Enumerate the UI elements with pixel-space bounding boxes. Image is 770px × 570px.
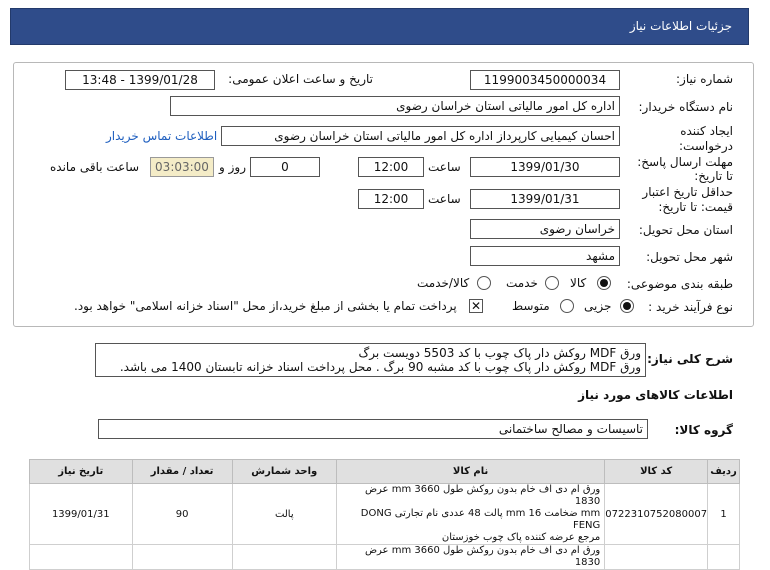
validity-label-1: حداقل تاریخ اعتبار — [642, 185, 733, 199]
category-label: طبقه بندی موضوعی: — [626, 277, 733, 291]
creator-field: احسان کیمیایی کارپرداز اداره کل امور مالیاتی استان خراسان رضوی — [221, 126, 620, 146]
item-name-line-3: مرجع عرضه کننده پاک چوب خوزستان — [441, 532, 601, 543]
process-medium-radio[interactable] — [560, 299, 574, 313]
buyer-field: اداره کل امور مالیاتی استان خراسان رضوی — [170, 96, 620, 116]
window-title: جزئیات اطلاعات نیاز — [629, 19, 732, 33]
col-name-header: نام کالا — [336, 460, 604, 484]
announce-field: 1399/01/28 - 13:48 — [65, 70, 215, 90]
province-label: استان محل تحویل: — [638, 223, 733, 237]
contact-buyer-link[interactable]: اطلاعات تماس خریدار — [106, 129, 218, 143]
category-service-label: خدمت — [506, 276, 538, 290]
creator-label-2: درخواست: — [679, 139, 733, 153]
process-label: نوع فرآیند خرید : — [648, 300, 733, 314]
description-line-2: ورق MDF روکش دار پاک چوب با کد مشبه 90 برگ . محل پرداخت اسناد خزانه تابستان 1400 می باشد. — [119, 360, 641, 374]
validity-time-field: 12:00 — [358, 189, 424, 209]
category-both-radio[interactable] — [477, 276, 491, 290]
col-qty-header: تعداد / مقدار — [132, 460, 232, 484]
deadline-time-field: 12:00 — [358, 157, 424, 177]
category-goods-radio[interactable] — [597, 276, 611, 290]
item-name-line-1: ورق ام دی اف خام بدون روکش طول 3660 mm عرض 1830 — [364, 545, 601, 568]
row-number-cell: 1 — [708, 484, 740, 545]
table-row[interactable] — [30, 545, 740, 570]
description-label: شرح کلی نیاز: — [647, 352, 733, 366]
remaining-timer: 03:03:00 — [150, 157, 214, 177]
treasury-payment-checkbox[interactable]: ✕ — [470, 299, 482, 313]
treasury-payment-note: پرداخت تمام یا بخشی از مبلغ خرید،از محل "اسناد خزانه اسلامی" خواهد بود. — [74, 299, 457, 313]
item-code-cell: 0722310752080007 — [605, 484, 708, 545]
city-label: شهر محل تحویل: — [646, 250, 733, 264]
process-medium-label: متوسط — [512, 299, 550, 313]
deadline-label-2: تا تاریخ: — [694, 169, 733, 183]
col-row-header: ردیف — [708, 460, 740, 484]
goods-section-title: اطلاعات کالاهای مورد نیاز — [578, 388, 733, 402]
process-minor-radio[interactable] — [620, 299, 634, 313]
remaining-label: ساعت باقی مانده — [50, 160, 140, 174]
deadline-date-field: 1399/01/30 — [470, 157, 620, 177]
window-titlebar — [10, 8, 749, 45]
category-both-label: کالا/خدمت — [417, 276, 470, 290]
item-name-line-1: ورق ام دی اف خام بدون روکش طول 3660 mm عرض 1830 — [364, 484, 601, 507]
item-name-cell — [336, 545, 604, 570]
goods-group-field: تاسیسات و مصالح ساختمانی — [98, 419, 648, 439]
item-name-cell — [336, 484, 604, 545]
province-field: خراسان رضوی — [470, 219, 620, 239]
description-box — [95, 343, 646, 377]
buyer-label: نام دستگاه خریدار: — [638, 100, 733, 114]
col-unit-header: واحد شمارش — [232, 460, 336, 484]
item-unit-cell: پالت — [232, 484, 336, 545]
creator-label-1: ایجاد کننده — [680, 124, 733, 138]
validity-time-label: ساعت — [428, 192, 461, 206]
deadline-label-1: مهلت ارسال پاسخ: — [637, 155, 733, 169]
col-code-header: کد کالا — [605, 460, 708, 484]
table-row[interactable] — [30, 484, 740, 545]
goods-group-label: گروه کالا: — [674, 423, 733, 437]
col-date-header: تاریخ نیاز — [30, 460, 133, 484]
validity-label-2: قیمت: تا تاریخ: — [658, 200, 733, 214]
need-number-label: شماره نیاز: — [676, 72, 733, 86]
deadline-time-label: ساعت — [428, 160, 461, 174]
goods-table — [29, 459, 740, 570]
announce-label: تاریخ و ساعت اعلان عمومی: — [228, 72, 373, 86]
category-goods-label: کالا — [570, 276, 587, 290]
item-date-cell: 1399/01/31 — [30, 484, 133, 545]
need-number-field: 1199003450000034 — [470, 70, 620, 90]
days-field: 0 — [250, 157, 320, 177]
item-qty-cell: 90 — [132, 484, 232, 545]
city-field: مشهد — [470, 246, 620, 266]
category-service-radio[interactable] — [545, 276, 559, 290]
validity-date-field: 1399/01/31 — [470, 189, 620, 209]
table-header-row — [30, 460, 740, 484]
days-label: روز و — [219, 160, 246, 174]
item-name-line-2: mm ضخامت 16 mm پالت 48 عددی نام تجارتی DONG FENG — [360, 508, 601, 531]
description-line-1: ورق MDF روکش دار پاک چوب با کد 5503 دویست برگ — [358, 346, 641, 360]
process-minor-label: جزیی — [584, 299, 612, 313]
